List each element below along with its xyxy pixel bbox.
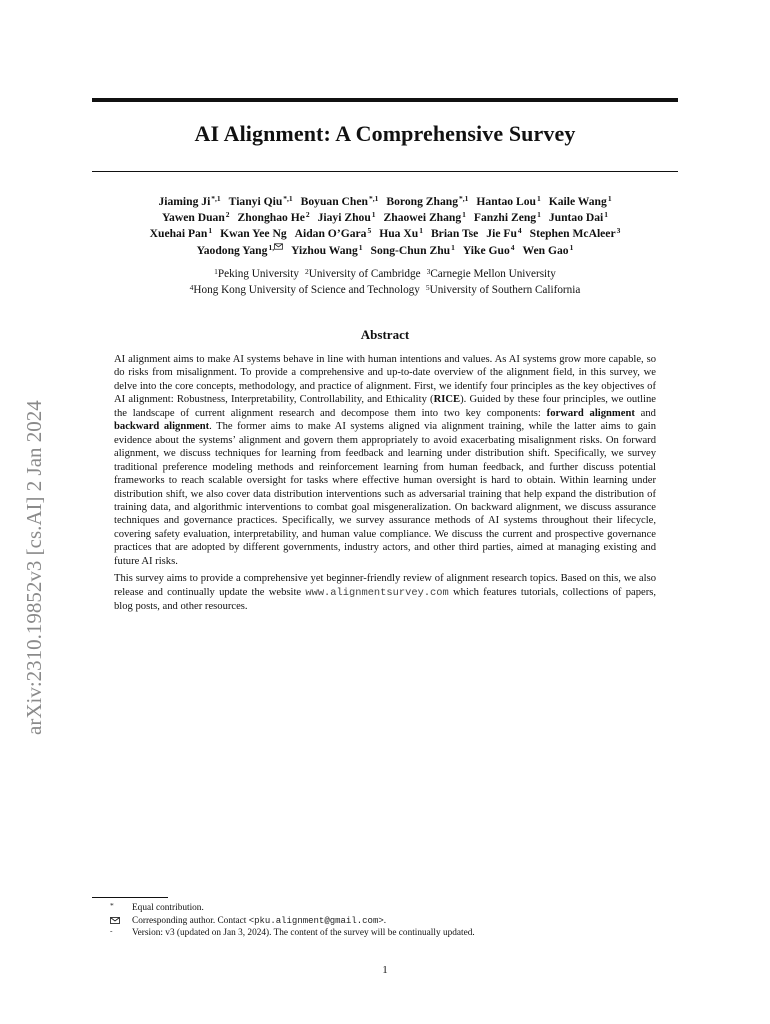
affiliation-marker: 1	[214, 267, 218, 276]
affiliation-marker: 4	[189, 283, 194, 292]
author-affiliation-marker: 1	[569, 242, 574, 252]
arxiv-stamp: arXiv:2310.19852v3 [cs.AI] 2 Jan 2024	[22, 400, 46, 735]
author-name-text: Zhaowei Zhang	[383, 211, 462, 225]
author-name	[476, 195, 540, 208]
abstract-p1-text-3: . The former aims to make AI systems aligned via alignment training, while the latter aims to gain evidence about the systems’ alignment and govern them appropriately to avoid exacerbating misalignment risks. On forward alignment, we discuss techniques for learning from feedback and learning under distribution shift. Specifically, we survey traditional preference modeling methods and reinforcement learning from human feedback, and further discuss potential frameworks to reach scalable oversight for tasks where effective human oversight is hard to obtain. Within learning under distribution shift, we also cover data distribution interventions such as adversarial training that help expand the distribution of training data, and algorithmic interventions to combat goal misgeneralization. On backward alignment, we discuss assurance techniques and governance practices. Specifically, we survey assurance methods of AI systems throughout their lifecycle, covering safety evaluation, interpretability, and human value compliance. We discuss the current and prospective governance practices that are adopted by different governments, industry actors, and other third parties, aimed at managing existing and future AI risks.	[114, 421, 656, 567]
footnote-2-after: .	[383, 915, 387, 926]
author-name-text: Juntao Dai	[548, 211, 604, 225]
author-name	[238, 211, 310, 224]
author-affiliation-marker: 1	[371, 210, 376, 220]
author-name-text: Tianyi Qiu	[228, 195, 283, 208]
author-line	[92, 210, 678, 226]
abstract-body	[114, 353, 656, 618]
author-name-text: Yizhou Wang	[291, 243, 358, 257]
author-name	[318, 211, 376, 224]
abstract-paragraph-1	[114, 353, 656, 568]
affiliation	[305, 268, 421, 280]
author-name-text: Wen Gao	[522, 243, 569, 257]
author-affiliation-marker: 1	[358, 242, 363, 252]
affiliation-marker: 2	[304, 267, 309, 276]
author-name	[549, 211, 608, 224]
affiliation-name: University of Southern California	[429, 284, 581, 296]
affiliation	[214, 268, 299, 280]
affiliation-block	[92, 266, 678, 298]
author-name-text: Kwan Yee Ng	[220, 227, 287, 241]
abstract-p1-and: and	[634, 407, 656, 419]
author-affiliation-marker: 1	[419, 226, 423, 236]
author-name	[523, 244, 574, 257]
envelope-icon	[274, 243, 283, 250]
author-affiliation-marker: 1	[208, 226, 213, 236]
title-top-rule	[92, 98, 678, 102]
affiliation-name: University of Cambridge	[308, 268, 421, 280]
affiliation	[190, 284, 420, 296]
asterisk-mark: *	[110, 901, 114, 910]
author-name	[371, 244, 455, 257]
author-name	[549, 195, 612, 208]
author-name	[158, 195, 220, 208]
author-name	[291, 244, 362, 257]
author-affiliation-marker: 5	[367, 226, 372, 236]
author-affiliation-marker: 1	[462, 210, 466, 220]
author-name	[150, 227, 212, 240]
website-link[interactable]: www.alignmentsurvey.com	[305, 586, 449, 599]
author-name	[431, 227, 478, 240]
affiliation-name: Peking University	[217, 268, 299, 280]
dash-mark: -	[110, 926, 113, 936]
author-name-text: Yaodong Yang	[196, 243, 268, 257]
forward-alignment-term: forward alignment	[546, 407, 635, 419]
abstract-p1-text-1: AI alignment aims to make AI systems behave in line with human intentions and values. As AI systems grow more capable, so do risks from misalignment. To provide a comprehensive and up-to-date overview of the alignment field, in this survey, we delve into the core concepts, methodology, and practice of alignment. First, we identify four principles as the key objectives of AI alignment: Robustness, Interpretability, Controllability, and Ethicality (	[114, 354, 656, 406]
author-affiliation-marker: 2	[225, 210, 230, 220]
author-name-text: Yike Guo	[462, 243, 510, 257]
footnote-2-before: Corresponding author. Contact	[132, 915, 249, 926]
affiliation-marker: 3	[426, 267, 431, 276]
affiliation-marker: 5	[425, 283, 430, 292]
author-affiliation-marker: 4	[517, 226, 522, 236]
author-name	[295, 227, 372, 240]
author-name-text: Jie Fu	[486, 227, 517, 241]
abstract-p1-text-2: ). Guided by these four principles, we outline the landscape of current alignment research and decompose them into two key components:	[114, 394, 656, 419]
footnote-corresponding-author	[114, 915, 674, 928]
author-block	[92, 194, 678, 259]
footnotes	[110, 901, 674, 940]
author-name-text: Fanzhi Zeng	[473, 211, 537, 225]
affiliation	[426, 284, 580, 296]
affiliation-name: Carnegie Mellon University	[430, 268, 556, 280]
author-affiliation-marker: *,1	[211, 194, 221, 203]
footnote-2-text	[114, 916, 386, 926]
footnote-1-text: Equal contribution.	[132, 903, 204, 913]
footnote-3-text: Version: v3 (updated on Jan 3, 2024). The content of the survey will be continually updated.	[132, 928, 475, 939]
footnote-equal-contribution	[110, 901, 674, 915]
author-name-text: Brian Tse	[430, 227, 479, 241]
abstract-p2-text-1: This survey aims to provide a comprehensive yet beginner-friendly review of alignment research topics. Based on this, we also release and continually update the website	[114, 573, 656, 598]
author-name-text: Xuehai Pan	[149, 227, 208, 241]
author-affiliation-marker: 2	[305, 210, 310, 220]
author-affiliation-marker: 1	[537, 210, 541, 220]
affiliation-line	[92, 266, 678, 282]
author-affiliation-marker: 3	[616, 226, 621, 236]
author-affiliation-marker: 1	[451, 242, 455, 252]
author-name	[229, 195, 293, 208]
author-name-text: Hua Xu	[379, 227, 419, 241]
abstract-heading: Abstract	[360, 327, 410, 342]
author-line	[92, 243, 678, 259]
abstract-paragraph-2	[114, 572, 656, 613]
author-name-text: Jiayi Zhou	[317, 211, 371, 225]
title-bottom-rule	[92, 171, 678, 172]
author-affiliation-marker: 4	[510, 242, 515, 252]
abstract-p2-text-2: which features tutorials, collections of papers, blog posts, and other resources.	[114, 586, 656, 613]
envelope-icon	[110, 917, 120, 924]
author-name-text: Yawen Duan	[161, 211, 225, 225]
author-name	[463, 244, 515, 257]
author-name	[384, 211, 466, 224]
author-affiliation-marker: 1,	[268, 242, 275, 252]
author-affiliation-marker: *,1	[283, 194, 293, 203]
author-name	[220, 227, 287, 240]
author-name-text: Kaile Wang	[548, 195, 607, 208]
author-name-text: Zhonghao He	[237, 211, 305, 225]
footnote-version	[110, 926, 674, 940]
author-name	[197, 244, 283, 257]
author-name	[379, 227, 423, 240]
author-name-text: Borong Zhang	[386, 195, 458, 208]
affiliation-line	[92, 282, 678, 298]
author-name-text: Stephen McAleer	[529, 227, 616, 241]
affiliation	[427, 268, 556, 280]
author-affiliation-marker: 1	[607, 194, 612, 203]
backward-alignment-term: backward alignment	[114, 421, 210, 433]
footnote-rule	[92, 897, 168, 898]
author-name	[486, 227, 521, 240]
author-affiliation-marker: *,1	[368, 194, 379, 203]
author-line	[92, 226, 678, 242]
author-name	[474, 211, 541, 224]
author-name-text: Jiaming Ji	[158, 195, 211, 208]
author-affiliation-marker: 1	[536, 194, 541, 203]
author-affiliation-marker: 1	[604, 210, 609, 220]
author-line	[92, 194, 678, 210]
paper-title: AI Alignment: A Comprehensive Survey	[194, 121, 576, 146]
author-name	[530, 227, 621, 240]
author-name-text: Hantao Lou	[476, 195, 536, 208]
contact-email-link[interactable]: <pku.alignment@gmail.com>	[248, 915, 384, 926]
author-name-text: Song-Chun Zhu	[370, 243, 451, 257]
rice-acronym: RICE	[433, 394, 461, 406]
author-affiliation-marker: *,1	[459, 194, 469, 203]
author-name-text: Aidan O’Gara	[294, 227, 367, 241]
author-name	[386, 195, 468, 208]
author-name	[162, 211, 230, 224]
affiliation-name: Hong Kong University of Science and Technology	[193, 284, 420, 296]
author-name	[301, 195, 379, 208]
author-name-text: Boyuan Chen	[300, 195, 368, 208]
page-number: 1	[382, 964, 388, 976]
